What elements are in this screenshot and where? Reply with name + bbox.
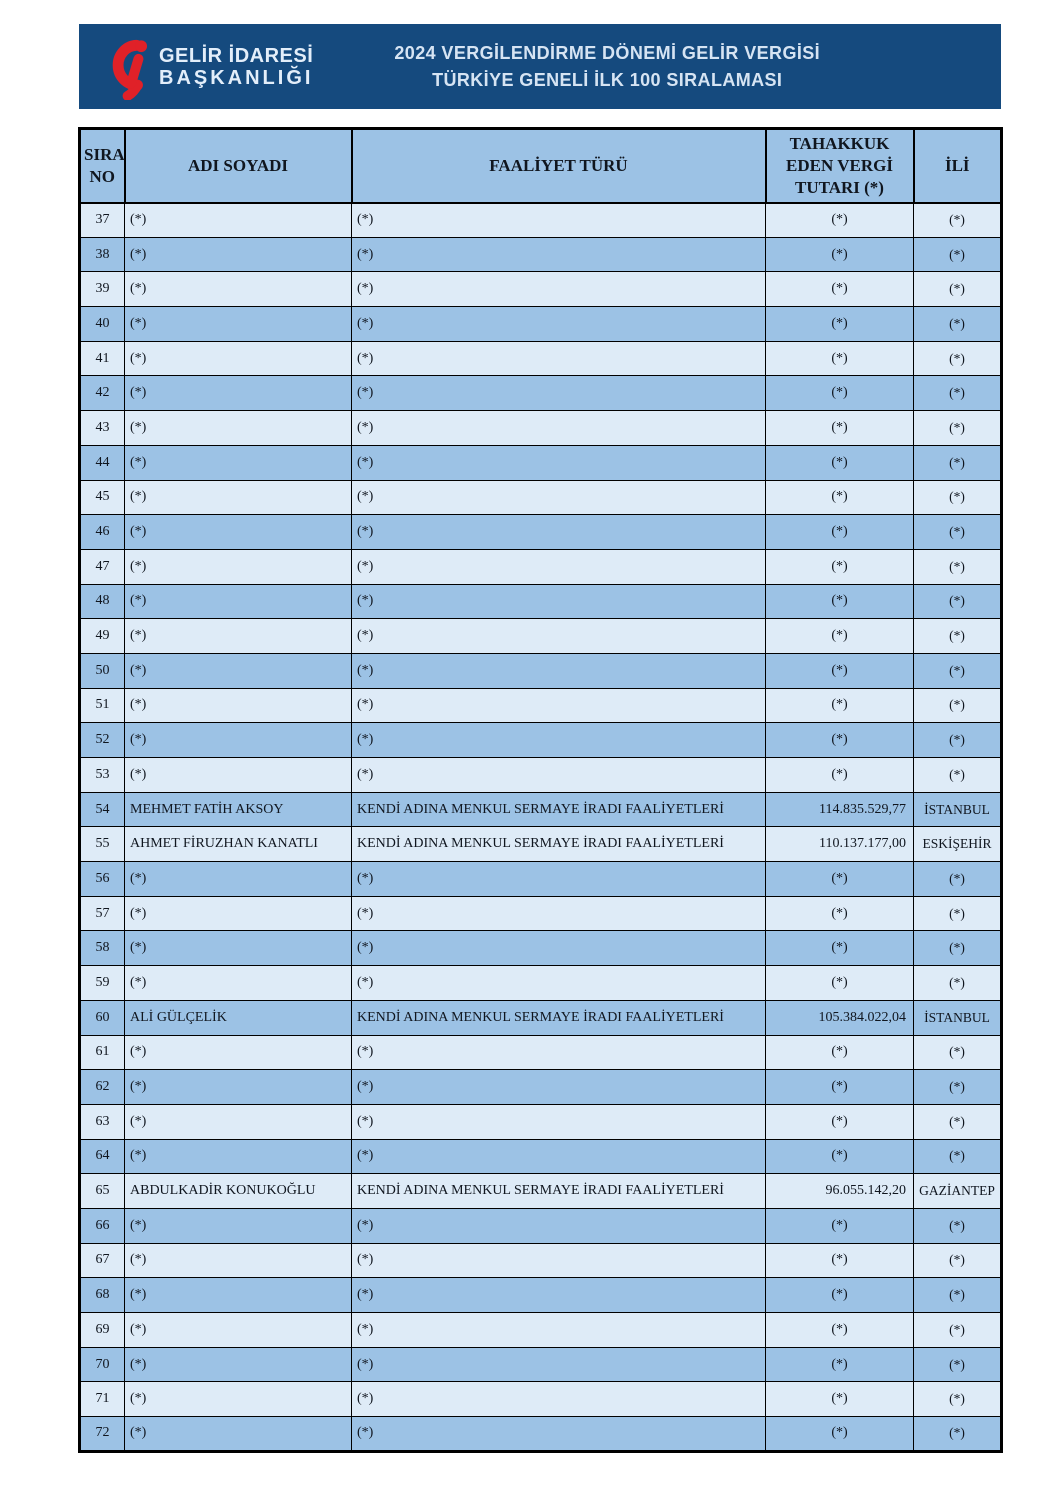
column-header: SIRA NO <box>80 129 125 203</box>
cell-adi-soyadi: (*) <box>125 445 352 480</box>
cell-vergi-tutari: (*) <box>766 549 914 584</box>
cell-sira-no: 37 <box>80 203 125 238</box>
cell-sira-no: 38 <box>80 237 125 272</box>
cell-faaliyet-turu: (*) <box>352 1417 766 1452</box>
table-row <box>80 515 1002 550</box>
cell-faaliyet-turu: (*) <box>352 1313 766 1348</box>
cell-ili: (*) <box>914 896 1002 931</box>
cell-adi-soyadi: (*) <box>125 1313 352 1348</box>
cell-ili: (*) <box>914 237 1002 272</box>
cell-faaliyet-turu: (*) <box>352 272 766 307</box>
table-row <box>80 862 1002 897</box>
cell-sira-no: 51 <box>80 688 125 723</box>
cell-ili: (*) <box>914 515 1002 550</box>
cell-adi-soyadi: (*) <box>125 1070 352 1105</box>
table-row <box>80 1347 1002 1382</box>
cell-ili: (*) <box>914 549 1002 584</box>
cell-sira-no: 56 <box>80 862 125 897</box>
cell-faaliyet-turu: (*) <box>352 1243 766 1278</box>
cell-sira-no: 43 <box>80 411 125 446</box>
cell-faaliyet-turu: (*) <box>352 584 766 619</box>
cell-ili: (*) <box>914 966 1002 1001</box>
cell-adi-soyadi: (*) <box>125 619 352 654</box>
cell-sira-no: 68 <box>80 1278 125 1313</box>
cell-vergi-tutari: (*) <box>766 758 914 793</box>
cell-vergi-tutari: (*) <box>766 862 914 897</box>
header-banner <box>79 24 1001 109</box>
cell-adi-soyadi: (*) <box>125 1417 352 1452</box>
cell-vergi-tutari: (*) <box>766 341 914 376</box>
table-row <box>80 1313 1002 1348</box>
cell-sira-no: 58 <box>80 931 125 966</box>
cell-sira-no: 66 <box>80 1208 125 1243</box>
table-row <box>80 1139 1002 1174</box>
cell-faaliyet-turu: (*) <box>352 862 766 897</box>
cell-sira-no: 49 <box>80 619 125 654</box>
cell-faaliyet-turu: (*) <box>352 1278 766 1313</box>
cell-ili: (*) <box>914 619 1002 654</box>
cell-ili: (*) <box>914 1139 1002 1174</box>
cell-vergi-tutari: (*) <box>766 1278 914 1313</box>
cell-ili: (*) <box>914 1243 1002 1278</box>
table-row <box>80 1174 1002 1209</box>
cell-adi-soyadi: (*) <box>125 1139 352 1174</box>
org-name-line1: GELİR İDARESİ <box>159 44 314 67</box>
cell-sira-no: 50 <box>80 653 125 688</box>
cell-vergi-tutari: (*) <box>766 653 914 688</box>
cell-vergi-tutari: (*) <box>766 1035 914 1070</box>
cell-faaliyet-turu: (*) <box>352 619 766 654</box>
cell-ili: (*) <box>914 1417 1002 1452</box>
cell-vergi-tutari: (*) <box>766 272 914 307</box>
cell-ili: (*) <box>914 480 1002 515</box>
cell-ili: (*) <box>914 307 1002 342</box>
cell-faaliyet-turu: (*) <box>352 1070 766 1105</box>
cell-faaliyet-turu: KENDİ ADINA MENKUL SERMAYE İRADI FAALİYETLERİ <box>352 1174 766 1209</box>
table-row <box>80 376 1002 411</box>
cell-vergi-tutari: 105.384.022,04 <box>766 1000 914 1035</box>
cell-ili: (*) <box>914 411 1002 446</box>
table-row <box>80 341 1002 376</box>
cell-sira-no: 40 <box>80 307 125 342</box>
cell-vergi-tutari: (*) <box>766 1139 914 1174</box>
cell-vergi-tutari: (*) <box>766 688 914 723</box>
table-row <box>80 619 1002 654</box>
cell-ili: (*) <box>914 1347 1002 1382</box>
cell-sira-no: 64 <box>80 1139 125 1174</box>
column-header: ADI SOYADI <box>125 129 352 203</box>
cell-faaliyet-turu: (*) <box>352 758 766 793</box>
cell-vergi-tutari: (*) <box>766 307 914 342</box>
cell-adi-soyadi: (*) <box>125 549 352 584</box>
table-row <box>80 549 1002 584</box>
table-row <box>80 931 1002 966</box>
cell-faaliyet-turu: (*) <box>352 480 766 515</box>
cell-faaliyet-turu: (*) <box>352 376 766 411</box>
ranking-table <box>78 127 1003 1453</box>
cell-adi-soyadi: (*) <box>125 758 352 793</box>
table-row <box>80 237 1002 272</box>
cell-adi-soyadi: (*) <box>125 1278 352 1313</box>
cell-sira-no: 47 <box>80 549 125 584</box>
table-row <box>80 411 1002 446</box>
cell-vergi-tutari: (*) <box>766 237 914 272</box>
table-row <box>80 203 1002 238</box>
cell-faaliyet-turu: (*) <box>352 1347 766 1382</box>
table-row <box>80 445 1002 480</box>
table-header-row <box>80 129 1002 203</box>
table-row <box>80 1278 1002 1313</box>
cell-vergi-tutari: (*) <box>766 619 914 654</box>
cell-faaliyet-turu: (*) <box>352 203 766 238</box>
cell-adi-soyadi: (*) <box>125 203 352 238</box>
table-row <box>80 272 1002 307</box>
cell-adi-soyadi: (*) <box>125 1035 352 1070</box>
cell-faaliyet-turu: (*) <box>352 1104 766 1139</box>
cell-faaliyet-turu: (*) <box>352 1382 766 1417</box>
cell-faaliyet-turu: KENDİ ADINA MENKUL SERMAYE İRADI FAALİYETLERİ <box>352 1000 766 1035</box>
cell-adi-soyadi: (*) <box>125 1347 352 1382</box>
cell-ili: İSTANBUL <box>914 792 1002 827</box>
cell-vergi-tutari: (*) <box>766 1417 914 1452</box>
cell-ili: (*) <box>914 1278 1002 1313</box>
cell-sira-no: 42 <box>80 376 125 411</box>
cell-vergi-tutari: (*) <box>766 931 914 966</box>
table-row <box>80 688 1002 723</box>
table-row <box>80 723 1002 758</box>
cell-adi-soyadi: (*) <box>125 515 352 550</box>
cell-faaliyet-turu: (*) <box>352 1139 766 1174</box>
table-header <box>80 129 1002 203</box>
cell-adi-soyadi: (*) <box>125 1382 352 1417</box>
cell-sira-no: 65 <box>80 1174 125 1209</box>
cell-sira-no: 57 <box>80 896 125 931</box>
cell-ili: ESKİŞEHİR <box>914 827 1002 862</box>
cell-adi-soyadi: (*) <box>125 1243 352 1278</box>
cell-ili: (*) <box>914 688 1002 723</box>
cell-adi-soyadi: (*) <box>125 376 352 411</box>
cell-adi-soyadi: (*) <box>125 723 352 758</box>
page-title-line1: 2024 VERGİLENDİRME DÖNEMİ GELİR VERGİSİ <box>394 42 821 63</box>
cell-adi-soyadi: (*) <box>125 931 352 966</box>
cell-sira-no: 39 <box>80 272 125 307</box>
cell-vergi-tutari: (*) <box>766 203 914 238</box>
column-header: TAHAKKUK EDEN VERGİ TUTARI (*) <box>766 129 914 203</box>
cell-sira-no: 52 <box>80 723 125 758</box>
cell-ili: (*) <box>914 1070 1002 1105</box>
cell-adi-soyadi: (*) <box>125 411 352 446</box>
cell-adi-soyadi: (*) <box>125 237 352 272</box>
table-row <box>80 896 1002 931</box>
table-row <box>80 584 1002 619</box>
cell-adi-soyadi: (*) <box>125 480 352 515</box>
cell-vergi-tutari: (*) <box>766 1208 914 1243</box>
cell-vergi-tutari: (*) <box>766 1243 914 1278</box>
cell-faaliyet-turu: (*) <box>352 341 766 376</box>
table-row <box>80 307 1002 342</box>
cell-sira-no: 53 <box>80 758 125 793</box>
cell-ili: (*) <box>914 931 1002 966</box>
cell-ili: (*) <box>914 653 1002 688</box>
cell-faaliyet-turu: (*) <box>352 411 766 446</box>
cell-ili: (*) <box>914 862 1002 897</box>
cell-vergi-tutari: (*) <box>766 376 914 411</box>
cell-sira-no: 41 <box>80 341 125 376</box>
org-name-line2: BAŞKANLIĞI <box>159 66 314 89</box>
table-row <box>80 653 1002 688</box>
table-row <box>80 966 1002 1001</box>
cell-faaliyet-turu: (*) <box>352 688 766 723</box>
cell-adi-soyadi: (*) <box>125 272 352 307</box>
cell-faaliyet-turu: (*) <box>352 896 766 931</box>
table-row <box>80 1000 1002 1035</box>
cell-ili: (*) <box>914 1208 1002 1243</box>
cell-faaliyet-turu: KENDİ ADINA MENKUL SERMAYE İRADI FAALİYETLERİ <box>352 827 766 862</box>
cell-sira-no: 46 <box>80 515 125 550</box>
cell-faaliyet-turu: (*) <box>352 653 766 688</box>
table-row <box>80 1243 1002 1278</box>
cell-sira-no: 48 <box>80 584 125 619</box>
cell-ili: (*) <box>914 1313 1002 1348</box>
cell-faaliyet-turu: (*) <box>352 931 766 966</box>
cell-ili: (*) <box>914 758 1002 793</box>
cell-faaliyet-turu: KENDİ ADINA MENKUL SERMAYE İRADI FAALİYETLERİ <box>352 792 766 827</box>
cell-sira-no: 59 <box>80 966 125 1001</box>
cell-vergi-tutari: (*) <box>766 966 914 1001</box>
table-row <box>80 827 1002 862</box>
cell-adi-soyadi: (*) <box>125 584 352 619</box>
cell-sira-no: 63 <box>80 1104 125 1139</box>
cell-vergi-tutari: (*) <box>766 1313 914 1348</box>
cell-sira-no: 44 <box>80 445 125 480</box>
table-row <box>80 1417 1002 1452</box>
cell-vergi-tutari: (*) <box>766 723 914 758</box>
table-row <box>80 1208 1002 1243</box>
cell-sira-no: 62 <box>80 1070 125 1105</box>
page-title-line2: TÜRKİYE GENELİ İLK 100 SIRALAMASI <box>432 69 783 90</box>
cell-sira-no: 67 <box>80 1243 125 1278</box>
table-row <box>80 1382 1002 1417</box>
cell-vergi-tutari: 114.835.529,77 <box>766 792 914 827</box>
gib-logo-icon <box>105 34 152 100</box>
cell-sira-no: 60 <box>80 1000 125 1035</box>
cell-sira-no: 61 <box>80 1035 125 1070</box>
org-name <box>159 45 313 89</box>
cell-vergi-tutari: (*) <box>766 515 914 550</box>
table-row <box>80 758 1002 793</box>
cell-adi-soyadi: (*) <box>125 653 352 688</box>
cell-vergi-tutari: 110.137.177,00 <box>766 827 914 862</box>
cell-ili: İSTANBUL <box>914 1000 1002 1035</box>
table-row <box>80 1035 1002 1070</box>
cell-faaliyet-turu: (*) <box>352 1035 766 1070</box>
cell-ili: (*) <box>914 203 1002 238</box>
cell-faaliyet-turu: (*) <box>352 966 766 1001</box>
cell-vergi-tutari: (*) <box>766 411 914 446</box>
cell-adi-soyadi: (*) <box>125 862 352 897</box>
table-row <box>80 480 1002 515</box>
cell-vergi-tutari: (*) <box>766 896 914 931</box>
cell-vergi-tutari: (*) <box>766 1347 914 1382</box>
cell-vergi-tutari: (*) <box>766 1382 914 1417</box>
cell-faaliyet-turu: (*) <box>352 445 766 480</box>
cell-ili: (*) <box>914 445 1002 480</box>
cell-ili: (*) <box>914 272 1002 307</box>
cell-adi-soyadi: AHMET FİRUZHAN KANATLI <box>125 827 352 862</box>
cell-adi-soyadi: MEHMET FATİH AKSOY <box>125 792 352 827</box>
cell-ili: (*) <box>914 1104 1002 1139</box>
page-title <box>313 40 1001 94</box>
cell-faaliyet-turu: (*) <box>352 307 766 342</box>
cell-sira-no: 70 <box>80 1347 125 1382</box>
cell-ili: (*) <box>914 584 1002 619</box>
column-header: FAALİYET TÜRÜ <box>352 129 766 203</box>
cell-adi-soyadi: ALİ GÜLÇELİK <box>125 1000 352 1035</box>
cell-vergi-tutari: 96.055.142,20 <box>766 1174 914 1209</box>
cell-sira-no: 55 <box>80 827 125 862</box>
cell-vergi-tutari: (*) <box>766 1070 914 1105</box>
cell-adi-soyadi: (*) <box>125 307 352 342</box>
cell-adi-soyadi: (*) <box>125 1208 352 1243</box>
cell-adi-soyadi: (*) <box>125 1104 352 1139</box>
cell-faaliyet-turu: (*) <box>352 1208 766 1243</box>
column-header: İLİ <box>914 129 1002 203</box>
cell-adi-soyadi: ABDULKADİR KONUKOĞLU <box>125 1174 352 1209</box>
cell-adi-soyadi: (*) <box>125 341 352 376</box>
cell-ili: (*) <box>914 376 1002 411</box>
cell-sira-no: 54 <box>80 792 125 827</box>
cell-adi-soyadi: (*) <box>125 688 352 723</box>
table-row <box>80 1104 1002 1139</box>
cell-ili: (*) <box>914 723 1002 758</box>
cell-adi-soyadi: (*) <box>125 966 352 1001</box>
cell-vergi-tutari: (*) <box>766 584 914 619</box>
cell-sira-no: 72 <box>80 1417 125 1452</box>
cell-faaliyet-turu: (*) <box>352 237 766 272</box>
table-row <box>80 1070 1002 1105</box>
cell-vergi-tutari: (*) <box>766 480 914 515</box>
cell-sira-no: 45 <box>80 480 125 515</box>
cell-sira-no: 69 <box>80 1313 125 1348</box>
cell-vergi-tutari: (*) <box>766 1104 914 1139</box>
cell-faaliyet-turu: (*) <box>352 549 766 584</box>
cell-sira-no: 71 <box>80 1382 125 1417</box>
cell-faaliyet-turu: (*) <box>352 515 766 550</box>
cell-ili: (*) <box>914 1382 1002 1417</box>
cell-faaliyet-turu: (*) <box>352 723 766 758</box>
gib-logo <box>105 34 313 100</box>
cell-ili: (*) <box>914 1035 1002 1070</box>
table-row <box>80 792 1002 827</box>
table-body <box>80 203 1002 1452</box>
cell-ili: GAZİANTEP <box>914 1174 1002 1209</box>
cell-vergi-tutari: (*) <box>766 445 914 480</box>
cell-adi-soyadi: (*) <box>125 896 352 931</box>
cell-ili: (*) <box>914 341 1002 376</box>
